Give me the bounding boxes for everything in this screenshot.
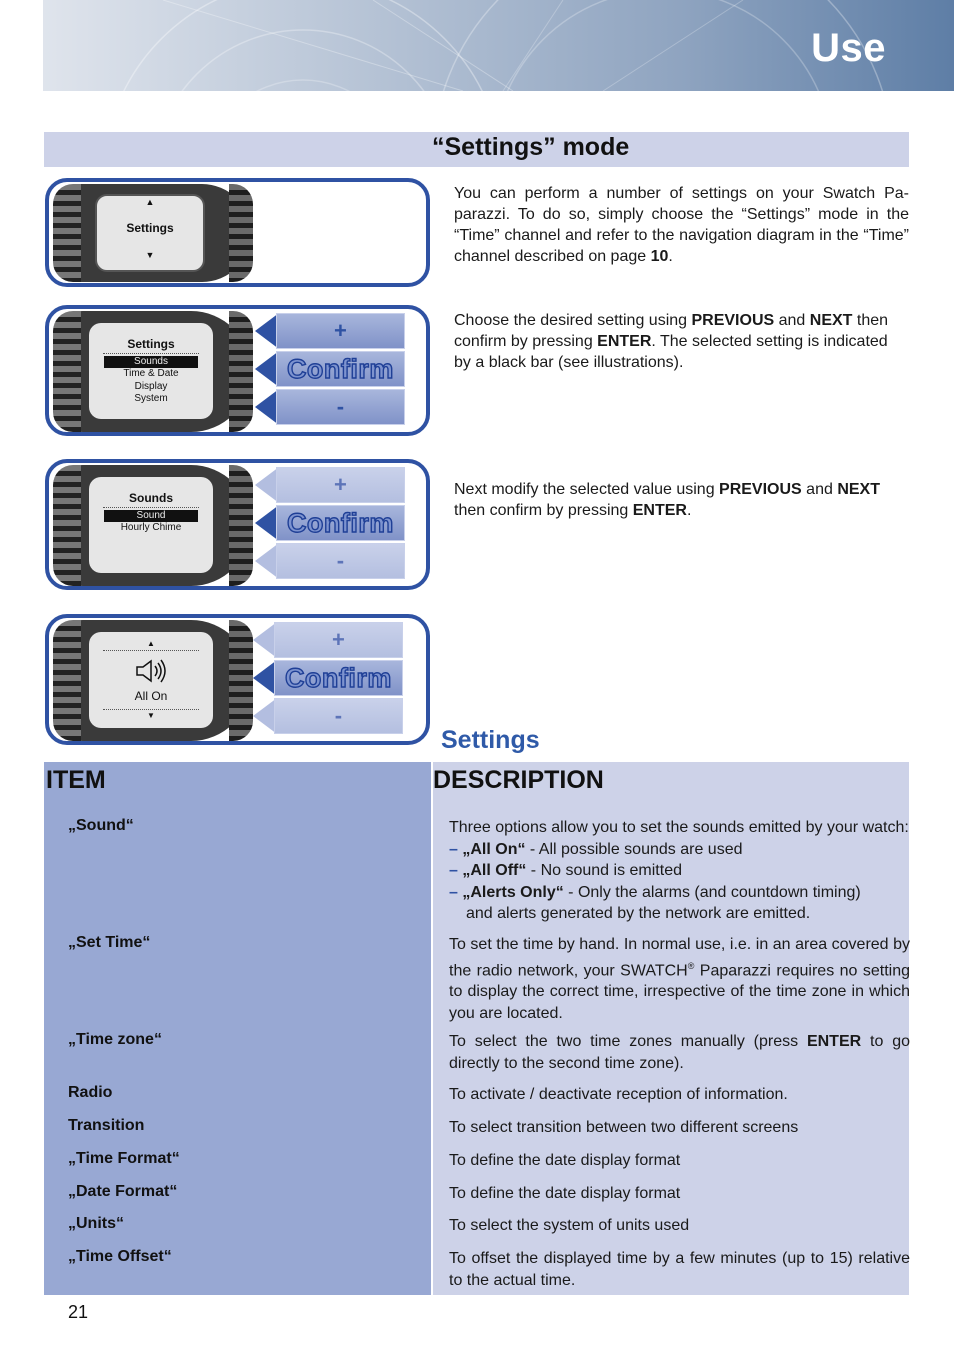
confirm-label: Confirm xyxy=(284,662,392,693)
previous-button[interactable] xyxy=(255,543,405,579)
row-label-time-zone: „Time zone“ xyxy=(68,1031,162,1048)
row-label-transition: Transition xyxy=(68,1117,145,1134)
screen-divider xyxy=(103,709,199,710)
speaker-icon xyxy=(131,657,171,685)
previous-button[interactable] xyxy=(253,698,403,734)
screen-value: All On xyxy=(134,689,168,703)
triangle-icon xyxy=(255,505,276,541)
intro-paragraph-2: Choose the desired setting using PREVIOUS and NEXT then confirm by pressing ENTER. The selected setting is indicated by a black bar (see illustrations). xyxy=(454,312,889,371)
screen-title: Settings xyxy=(126,221,174,235)
plus-icon: + xyxy=(334,472,347,497)
triangle-icon xyxy=(255,389,276,425)
settings-heading: Settings xyxy=(441,726,540,754)
minus-icon: - xyxy=(336,394,345,419)
menu-item: Hourly Chime xyxy=(120,522,182,533)
watch-panel-2 xyxy=(45,305,430,436)
confirm-button[interactable] xyxy=(255,505,405,541)
menu-item: Display xyxy=(134,380,168,392)
row-desc-time-zone: To select the two time zones manually (press ENTER to go directly to the second time zone). xyxy=(449,1033,911,1072)
triangle-icon xyxy=(255,313,276,349)
up-arrow-icon: ▲ xyxy=(147,639,155,648)
plus-icon: + xyxy=(332,627,345,652)
confirm-button[interactable] xyxy=(253,660,403,696)
intro-paragraph-1: You can perform a number of settings on your Swatch Pa-parazzi. To do so, simply choose the “Settings” mode in the “Time” channel and refer to the navigation diagram in the “Time” channel described on page 10. xyxy=(454,185,909,265)
watch-image xyxy=(55,465,251,586)
down-arrow-icon: ▼ xyxy=(145,250,155,260)
confirm-button[interactable] xyxy=(255,351,405,387)
watch-panel-1 xyxy=(45,178,430,287)
page-header xyxy=(43,0,954,91)
triangle-icon xyxy=(253,622,274,658)
row-desc-radio: To activate / deactivate reception of information. xyxy=(449,1086,788,1103)
watch-panel-4 xyxy=(45,614,430,745)
row-label-sound: „Sound“ xyxy=(68,817,134,834)
menu-item: System xyxy=(134,393,168,404)
next-button[interactable] xyxy=(253,622,403,658)
row-desc-units: To select the system of units used xyxy=(449,1217,690,1234)
row-desc-time-format: To define the date display format xyxy=(449,1152,681,1169)
triangle-icon xyxy=(253,660,274,696)
dash-bullet: – xyxy=(449,862,458,879)
row-label-units: „Units“ xyxy=(68,1215,124,1232)
watch-screen xyxy=(95,194,205,272)
watch-screen xyxy=(89,323,213,419)
watch-image xyxy=(55,184,251,282)
up-arrow-icon: ▲ xyxy=(145,197,155,207)
watch-screen xyxy=(89,632,213,728)
down-arrow-icon: ▼ xyxy=(147,711,155,720)
row-desc-date-format: To define the date display format xyxy=(449,1185,681,1202)
triangle-icon xyxy=(255,351,276,387)
minus-icon: - xyxy=(334,703,343,728)
previous-button[interactable] xyxy=(255,389,405,425)
row-desc-set-time: To set the time by hand. In normal use, i.e. in an area covered by the radio network, your SWATCH® Paparazzi requires no setting to display the correct time, irrespective of the time zone in which you are located. xyxy=(449,936,910,1022)
screen-divider xyxy=(103,507,199,508)
row-desc-time-offset: To offset the displayed time by a few minutes (up to 15) relative to the actual time. xyxy=(449,1250,910,1289)
screen-divider xyxy=(103,650,199,651)
watch-image xyxy=(55,311,251,432)
confirm-label: Confirm xyxy=(286,507,394,538)
screen-divider xyxy=(103,353,199,354)
menu-item: Time & Date xyxy=(123,368,179,379)
row-desc-sound: Three options allow you to set the sounds emitted by your watch: – „All On“ - All possible sounds are used – „All Off“ - No sound is emitted – „Alerts Only“ - Only the alarms (and countdown timing) and alerts generated by the network are emitted. xyxy=(449,819,909,922)
plus-icon: + xyxy=(334,318,347,343)
mode-title: “Settings” mode xyxy=(432,133,630,161)
description-column-header: DESCRIPTION xyxy=(433,766,604,794)
item-column-header: ITEM xyxy=(46,766,106,794)
row-label-set-time: „Set Time“ xyxy=(68,934,151,951)
intro-paragraph-3: Next modify the selected value using PREVIOUS and NEXT then confirm by pressing ENTER. xyxy=(454,481,880,519)
selected-item: Sound xyxy=(104,510,198,522)
watch-image xyxy=(55,620,251,741)
watch-panel-3 xyxy=(45,459,430,590)
row-label-time-format: „Time Format“ xyxy=(68,1150,180,1167)
next-button[interactable] xyxy=(255,467,405,503)
selected-item: Sounds xyxy=(104,356,198,368)
next-button[interactable] xyxy=(255,313,405,349)
minus-icon: - xyxy=(336,548,345,573)
row-label-radio: Radio xyxy=(68,1084,113,1101)
dash-bullet: – xyxy=(449,840,458,858)
confirm-label: Confirm xyxy=(286,353,394,384)
triangle-icon xyxy=(253,698,274,734)
row-label-date-format: „Date Format“ xyxy=(68,1183,178,1200)
screen-title: Settings xyxy=(127,337,175,351)
page-title: Use xyxy=(811,26,886,70)
watch-screen xyxy=(89,477,213,573)
page-number: 21 xyxy=(68,1302,89,1322)
triangle-icon xyxy=(255,543,276,579)
row-desc-transition: To select transition between two different screens xyxy=(449,1119,799,1136)
triangle-icon xyxy=(255,467,276,503)
screen-title: Sounds xyxy=(129,491,173,505)
row-label-time-offset: „Time Offset“ xyxy=(68,1248,172,1265)
dash-bullet: – xyxy=(449,883,458,901)
